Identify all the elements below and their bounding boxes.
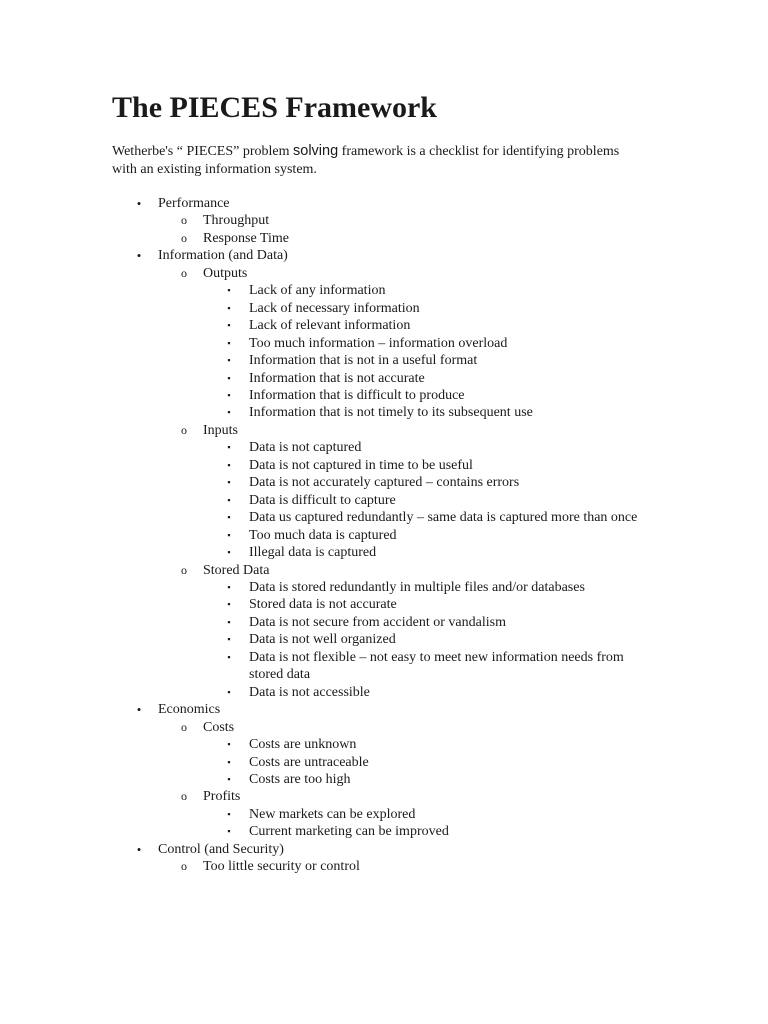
item-text: Information (and Data) [158,248,288,264]
framework-outline [0,195,768,876]
bullet-marker: ▪ [227,826,231,837]
item-text: Data is not accessible [249,684,370,700]
problem-item [0,300,768,317]
bullet-marker: ▪ [227,494,231,505]
subcategory-item [0,212,768,229]
problem-item [0,771,768,788]
item-text: Lack of necessary information [249,300,420,316]
problem-item [0,474,768,491]
item-text: Response Time [203,230,289,246]
bullet-marker: ▪ [227,808,231,819]
item-text: Costs are too high [249,771,351,787]
problem-item [0,631,768,648]
bullet-marker: ▪ [227,581,231,592]
subcategory-item [0,422,768,439]
bullet-marker: ▪ [227,616,231,627]
item-text: Control (and Security) [158,841,284,857]
subcategory-item [0,858,768,875]
problem-item [0,387,768,404]
subcategory-item [0,719,768,736]
bullet-marker: o [181,213,187,228]
intro-text-end: framework is a checklist for identifying problems with an existing information system. [112,144,620,177]
item-text: Illegal data is captured [249,545,377,561]
bullet-marker: ▪ [227,407,231,418]
item-text: Inputs [203,422,238,438]
bullet-marker: ▪ [227,389,231,400]
bullet-marker: o [181,230,187,245]
subcategory-item [0,562,768,579]
item-text: Information that is difficult to produce [249,387,465,403]
intro-text-start: Wetherbe's “ PIECES” problem [112,144,290,159]
item-text: Profits [203,789,241,805]
bullet-marker: o [181,859,187,874]
bullet-marker: ▪ [227,686,231,697]
bullet-marker: o [181,789,187,804]
problem-item [0,754,768,771]
problem-item [0,649,768,684]
bullet-marker: • [136,248,142,264]
problem-item [0,684,768,701]
bullet-marker: ▪ [227,337,231,348]
item-text: Lack of relevant information [249,318,411,334]
problem-item [0,596,768,613]
item-text: Information that is not timely to its subsequent use [249,405,533,421]
bullet-marker: ▪ [227,285,231,296]
item-text: Economics [158,702,221,718]
problem-item [0,527,768,544]
bullet-marker: • [136,702,142,718]
problem-item [0,282,768,299]
problem-item [0,806,768,823]
problem-item [0,457,768,474]
item-text: Too little security or control [203,859,360,875]
item-text: Data is not well organized [249,632,396,648]
item-text: Costs are unknown [249,737,357,753]
item-text: Lack of any information [249,283,386,299]
problem-item [0,544,768,561]
subcategory-item [0,788,768,805]
bullet-marker: o [181,422,187,437]
bullet-marker: ▪ [227,651,231,662]
problem-item [0,370,768,387]
problem-item [0,317,768,334]
problem-item [0,509,768,526]
bullet-marker: ▪ [227,459,231,470]
item-text: Data is not secure from accident or vandalism [249,614,506,630]
bullet-marker: ▪ [227,529,231,540]
problem-item [0,352,768,369]
bullet-marker: ▪ [227,372,231,383]
item-text: Stored data is not accurate [249,597,397,613]
item-text: Outputs [203,265,248,281]
page-title: The PIECES Framework [112,91,437,124]
item-text: Costs are untraceable [249,754,369,770]
problem-item [0,823,768,840]
bullet-marker: ▪ [227,355,231,366]
bullet-marker: ▪ [227,599,231,610]
item-text: Data is not accurately captured – contains errors [249,475,520,491]
bullet-marker: ▪ [227,320,231,331]
item-text: Performance [158,196,230,211]
bullet-marker: ▪ [227,302,231,313]
problem-item [0,579,768,596]
category-item [0,701,768,718]
problem-item [0,439,768,456]
item-text: New markets can be explored [249,806,416,822]
bullet-marker: ▪ [227,634,231,645]
category-item [0,841,768,858]
problem-item [0,736,768,753]
problem-item [0,492,768,509]
bullet-marker: ▪ [227,442,231,453]
item-text: Stored Data [203,562,270,578]
bullet-marker: ▪ [227,773,231,784]
item-text: Information that is not accurate [249,370,425,386]
bullet-marker: ▪ [227,739,231,750]
item-text: Data is difficult to capture [249,492,396,508]
bullet-marker: o [181,265,187,280]
problem-item [0,614,768,631]
problem-item [0,335,768,352]
intro-word-solving: solving [293,143,339,159]
item-text: Data us captured redundantly – same data is captured more than once [249,510,638,526]
bullet-marker: o [181,562,187,577]
item-text: Too much data is captured [249,527,397,543]
bullet-marker: o [181,719,187,734]
problem-item [0,404,768,421]
item-text: Throughput [203,213,270,229]
category-item [0,195,768,212]
bullet-marker: ▪ [227,512,231,523]
item-text: Data is not captured in time to be useful [249,457,473,473]
subcategory-item [0,265,768,282]
item-text: Current marketing can be improved [249,824,449,840]
item-text: Information that is not in a useful format [249,353,478,369]
bullet-marker: ▪ [227,477,231,488]
intro-paragraph [112,142,632,179]
bullet-marker: ▪ [227,547,231,558]
item-text: Data is not captured [249,440,362,456]
bullet-marker: ▪ [227,756,231,767]
bullet-marker: • [136,196,142,211]
category-item [0,247,768,264]
bullet-marker: • [136,841,142,857]
item-text: Data is not flexible – not easy to meet new information needs from stored data [249,649,624,683]
item-text: Data is stored redundantly in multiple files and/or databases [249,579,585,595]
subcategory-item [0,230,768,247]
item-text: Too much information – information overload [249,335,508,351]
item-text: Costs [203,719,235,735]
